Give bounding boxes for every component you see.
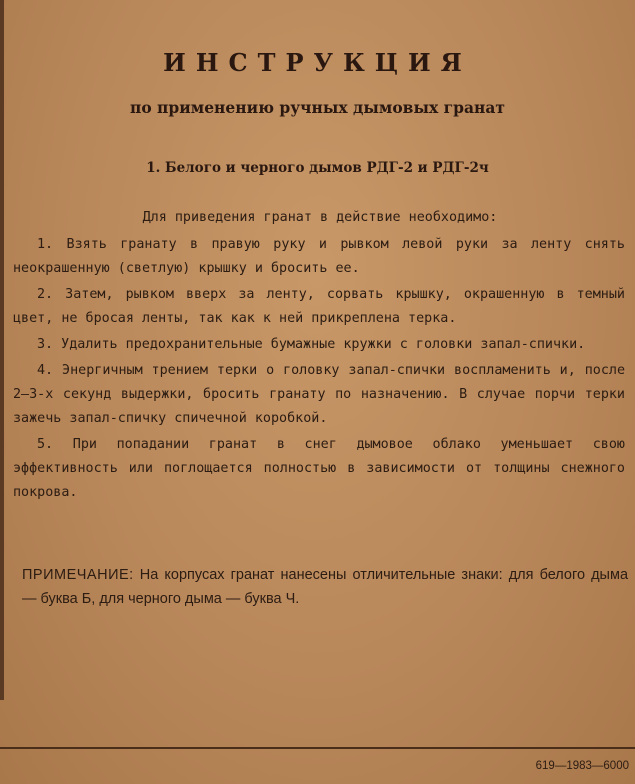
note-text: На корпусах гранат нанесены отличительные знаки: для белого дыма — буква Б, для черного дыма — буква Ч. xyxy=(22,567,629,607)
note-block xyxy=(22,563,628,611)
footer-code: 619—1983—6000 xyxy=(535,760,629,772)
note-label: ПРИМЕЧАНИЕ: xyxy=(22,567,134,583)
intro-text: Для приведения гранат в действие необходимо: xyxy=(142,210,498,225)
step-item: 3. Удалить предохранительные бумажные кружки с головки запал-спички. xyxy=(37,337,586,352)
document-title: ИНСТРУКЦИЯ xyxy=(163,48,472,77)
section-heading: 1. Белого и черного дымов РДГ-2 и РДГ-2ч xyxy=(146,160,489,176)
step-item: 2. Затем, рывком вверх за ленту, сорвать крышку, окрашенную в темный цвет, не бросая ленты, так как к ней прикреплена терка. xyxy=(13,287,625,326)
step-item: 1. Взять гранату в правую руку и рывком левой руки за ленту снять неокрашенную (светлую) крышку и бросить ее. xyxy=(13,237,625,276)
steps-list xyxy=(13,233,625,507)
step-item: 5. При попадании гранат в снег дымовое облако уменьшает свою эффективность или поглощается полностью в зависимости от толщины снежного покрова. xyxy=(13,437,625,500)
step-item: 4. Энергичным трением терки о головку запал-спички воспламенить и, после 2—3-х секунд выдержки, бросить гранату по назначению. В случае порчи терки зажечь запал-спичку спичечной коробкой. xyxy=(13,363,625,426)
bottom-rule xyxy=(0,747,635,749)
document-subtitle: по применению ручных дымовых гранат xyxy=(129,98,506,117)
